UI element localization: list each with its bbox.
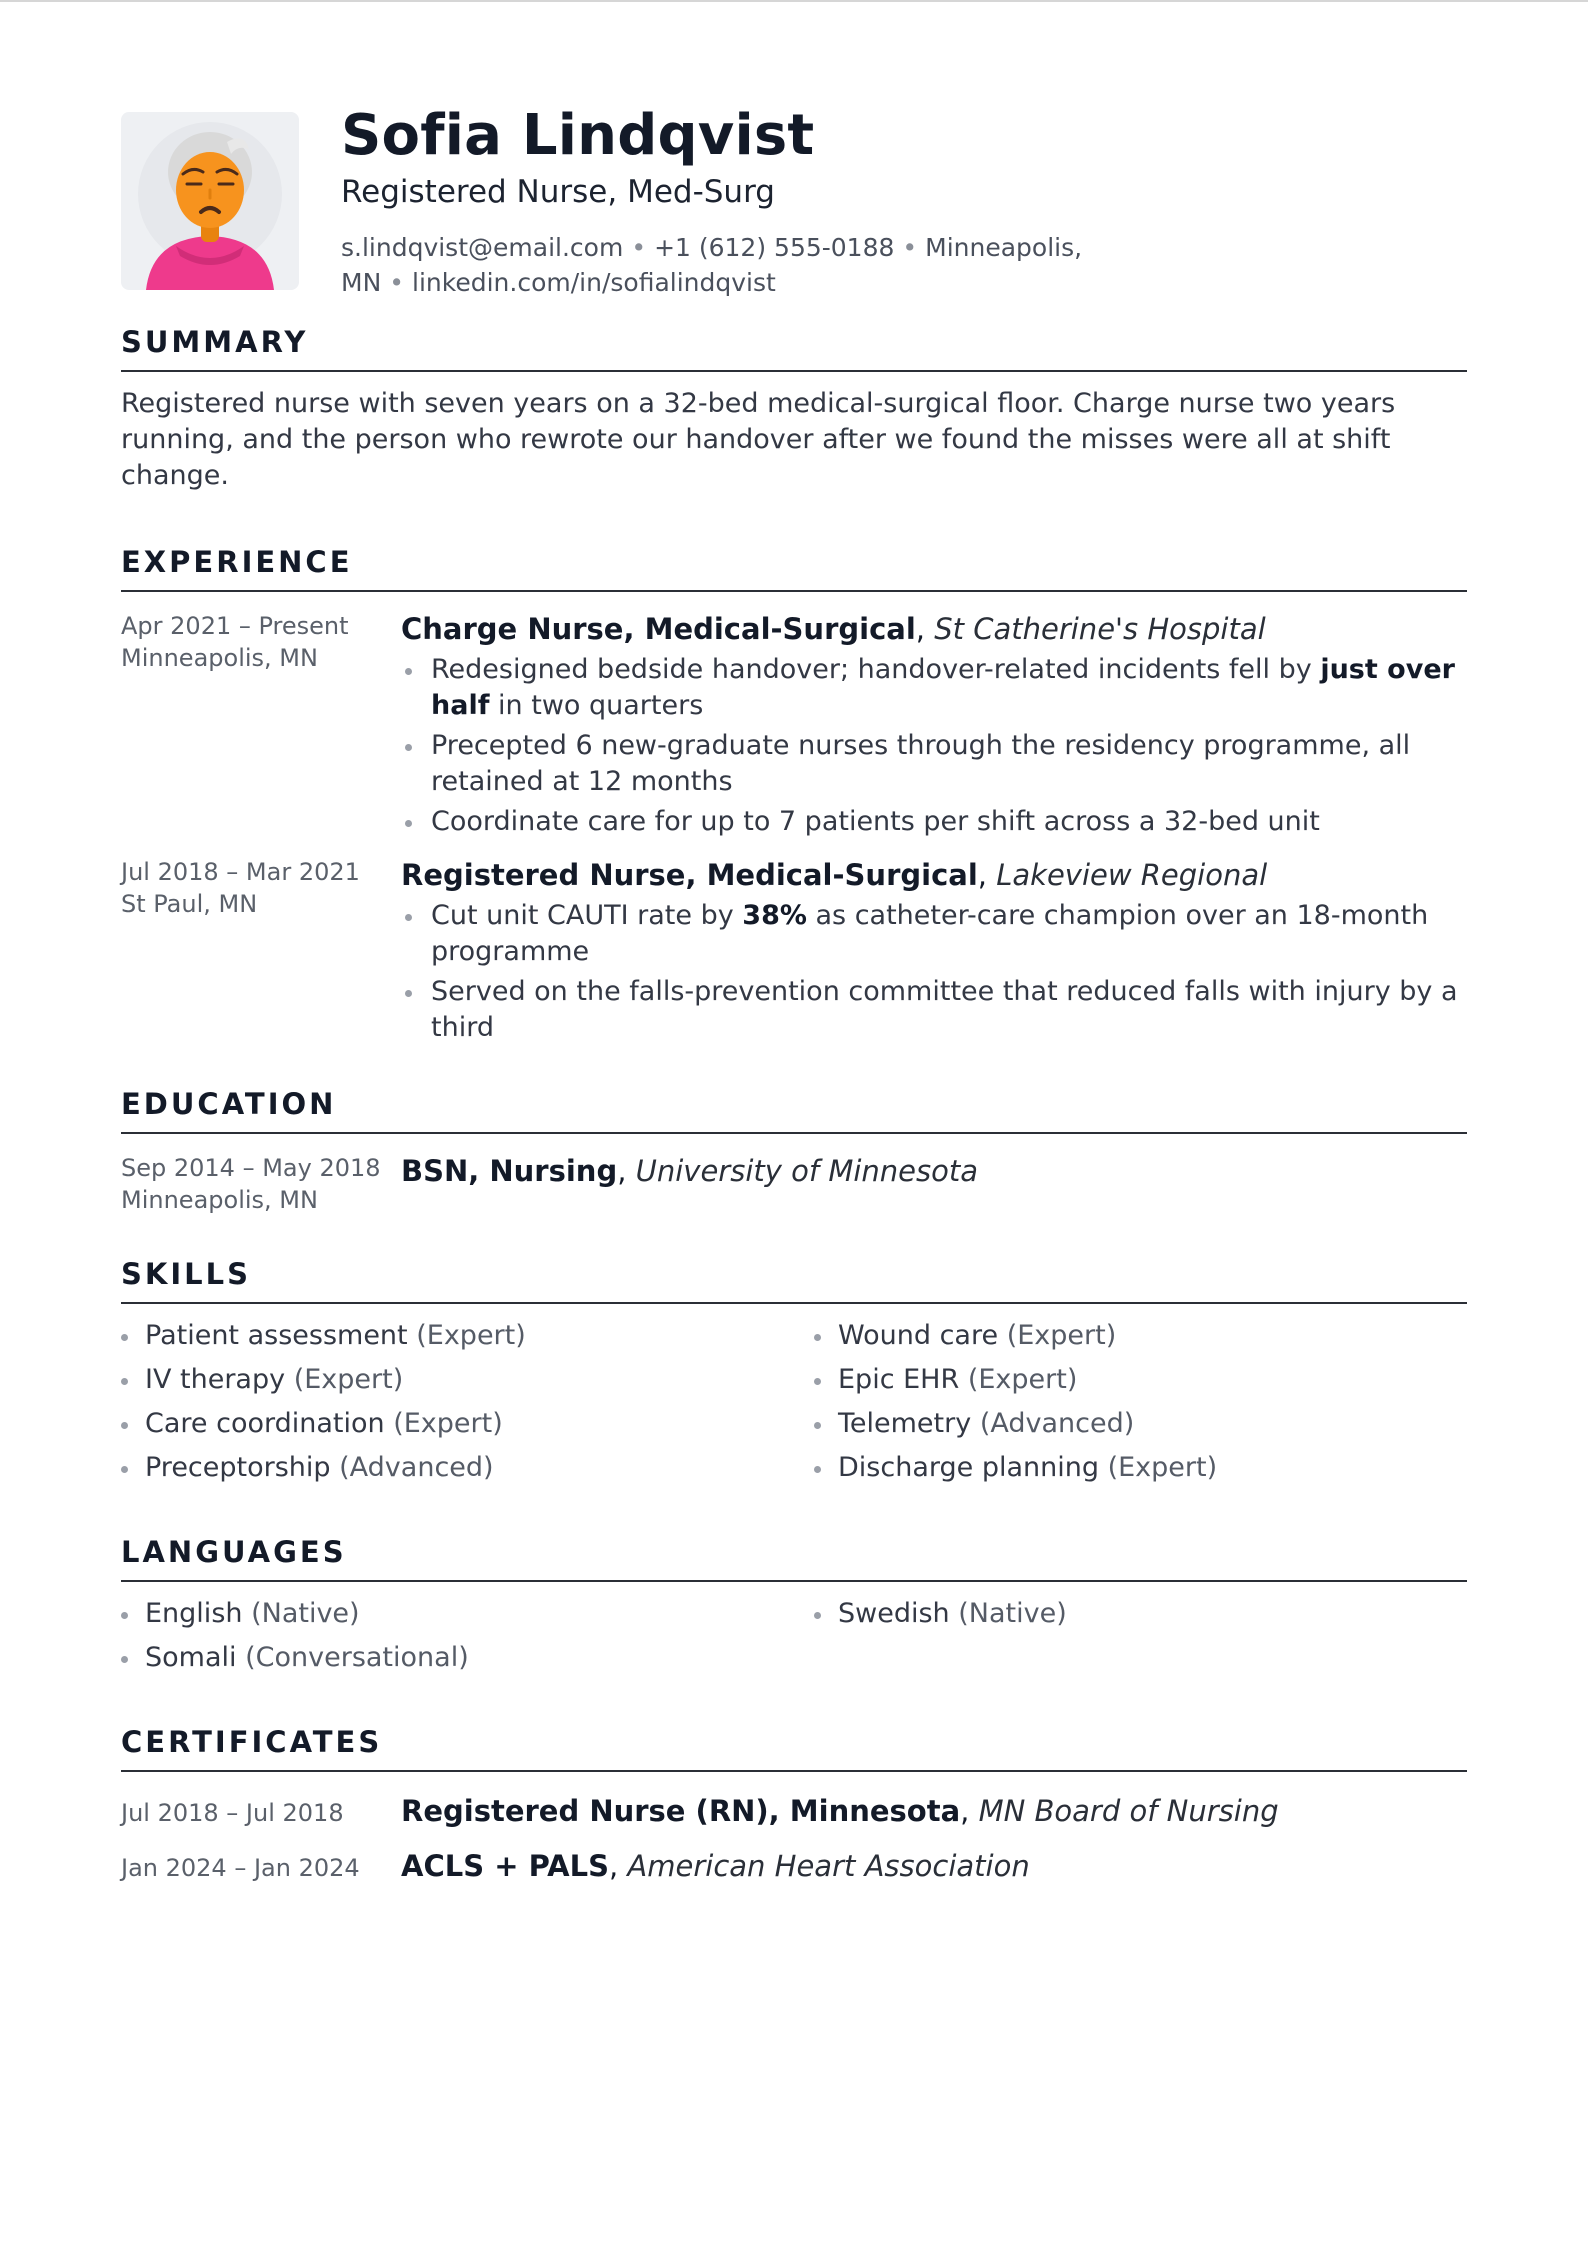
job-position: Charge Nurse, Medical-Surgical — [401, 612, 916, 646]
email-link[interactable]: s.lindqvist@email.com — [341, 233, 624, 262]
contact-line — [341, 230, 1101, 300]
experience-heading: EXPERIENCE — [121, 544, 1467, 592]
certificate-name: ACLS + PALS — [401, 1849, 609, 1883]
bullet-item: Cut unit CAUTI rate by 38% as catheter-care champion over an 18-month programme — [401, 898, 1467, 970]
candidate-name: Sofia Lindqvist — [341, 103, 815, 168]
entry-location: St Paul, MN — [121, 890, 258, 918]
certificate-entry — [121, 1792, 1467, 1831]
skill-item: Patient assessment (Expert) — [121, 1318, 814, 1354]
linkedin-link[interactable]: linkedin.com/in/sofialindqvist — [412, 268, 776, 297]
resume-page — [121, 100, 1467, 1886]
bullet-item: Coordinate care for up to 7 patients per shift across a 32-bed unit — [401, 804, 1467, 840]
bullet-item: Precepted 6 new-graduate nurses through the residency programme, all retained at 12 months — [401, 728, 1467, 800]
separator-dot: • — [631, 233, 647, 262]
entry-meta — [121, 1152, 401, 1216]
skill-item: Discharge planning (Expert) — [814, 1450, 1467, 1486]
entry-dates: Apr 2021 – Present — [121, 612, 349, 640]
person-avatar-icon — [121, 112, 299, 290]
education-heading: EDUCATION — [121, 1086, 1467, 1134]
skills-grid — [121, 1318, 1467, 1494]
separator-dot: • — [389, 268, 405, 297]
language-item: English (Native) — [121, 1596, 814, 1632]
experience-entry — [121, 610, 1467, 844]
entry-body — [401, 856, 1467, 1050]
entry-title: BSN, Nursing, University of Minnesota — [401, 1154, 978, 1188]
avatar — [121, 112, 299, 290]
skill-item: Preceptorship (Advanced) — [121, 1450, 814, 1486]
education-section — [121, 1086, 1467, 1216]
summary-text: Registered nurse with seven years on a 32-bed medical-surgical floor. Charge nurse two years running, and the person who rewrote our handover after we found the misses were all at shift change. — [121, 388, 1396, 491]
certificates-heading: CERTIFICATES — [121, 1724, 1467, 1772]
header-text — [341, 100, 1241, 300]
entry-title: Registered Nurse, Medical-Surgical, Lakeview Regional — [401, 858, 1268, 892]
language-item: Somali (Conversational) — [121, 1640, 814, 1676]
certificates-section — [121, 1724, 1467, 1886]
candidate-role: Registered Nurse, Med-Surg — [341, 174, 775, 210]
languages-heading: LANGUAGES — [121, 1534, 1467, 1582]
entry-title: Registered Nurse (RN), Minnesota, MN Board of Nursing — [401, 1794, 1279, 1828]
experience-section — [121, 544, 1467, 1050]
languages-grid — [121, 1596, 1467, 1684]
entry-meta — [121, 610, 401, 844]
education-entry — [121, 1152, 1467, 1216]
entry-location: Minneapolis, MN — [121, 644, 318, 672]
languages-section — [121, 1534, 1467, 1684]
entry-title: Charge Nurse, Medical-Surgical, St Catherine's Hospital — [401, 612, 1266, 646]
entry-dates: Jan 2024 – Jan 2024 — [121, 1854, 360, 1882]
entry-location: Minneapolis, MN — [121, 1186, 318, 1214]
skill-item: Wound care (Expert) — [814, 1318, 1467, 1354]
skill-item: Telemetry (Advanced) — [814, 1406, 1467, 1442]
entry-meta — [121, 856, 401, 1050]
entry-dates: Sep 2014 – May 2018 — [121, 1154, 381, 1182]
bullet-list — [401, 652, 1467, 840]
bullet-item: Served on the falls-prevention committee that reduced falls with injury by a third — [401, 974, 1467, 1046]
job-employer: St Catherine's Hospital — [934, 612, 1266, 646]
certificate-entry — [121, 1847, 1467, 1886]
separator-dot: • — [902, 233, 918, 262]
entry-body — [401, 1152, 1467, 1216]
bullet-item: Redesigned bedside handover; handover-related incidents fell by just over half in two quarters — [401, 652, 1467, 724]
job-employer: Lakeview Regional — [996, 858, 1268, 892]
school-name: University of Minnesota — [635, 1154, 978, 1188]
entry-dates: Jul 2018 – Jul 2018 — [121, 1799, 344, 1827]
certificate-name: Registered Nurse (RN), Minnesota — [401, 1794, 961, 1828]
summary-section — [121, 324, 1467, 494]
skills-section — [121, 1256, 1467, 1494]
resume-header — [121, 100, 1467, 300]
top-border — [0, 0, 1588, 2]
experience-entry — [121, 856, 1467, 1050]
phone-number: +1 (612) 555-0188 — [654, 233, 895, 262]
entry-body — [401, 610, 1467, 844]
location-text: Minneapolis, MN — [341, 233, 1083, 297]
skill-item: Care coordination (Expert) — [121, 1406, 814, 1442]
certificate-issuer: American Heart Association — [627, 1849, 1030, 1883]
bullet-list — [401, 898, 1467, 1046]
skill-item: IV therapy (Expert) — [121, 1362, 814, 1398]
summary-heading: SUMMARY — [121, 324, 1467, 372]
language-item: Swedish (Native) — [814, 1596, 1467, 1632]
job-position: Registered Nurse, Medical-Surgical — [401, 858, 978, 892]
entry-title: ACLS + PALS, American Heart Association — [401, 1849, 1030, 1883]
skill-item: Epic EHR (Expert) — [814, 1362, 1467, 1398]
skills-heading: SKILLS — [121, 1256, 1467, 1304]
entry-dates: Jul 2018 – Mar 2021 — [121, 858, 360, 886]
degree-name: BSN, Nursing — [401, 1154, 618, 1188]
certificate-issuer: MN Board of Nursing — [978, 1794, 1279, 1828]
